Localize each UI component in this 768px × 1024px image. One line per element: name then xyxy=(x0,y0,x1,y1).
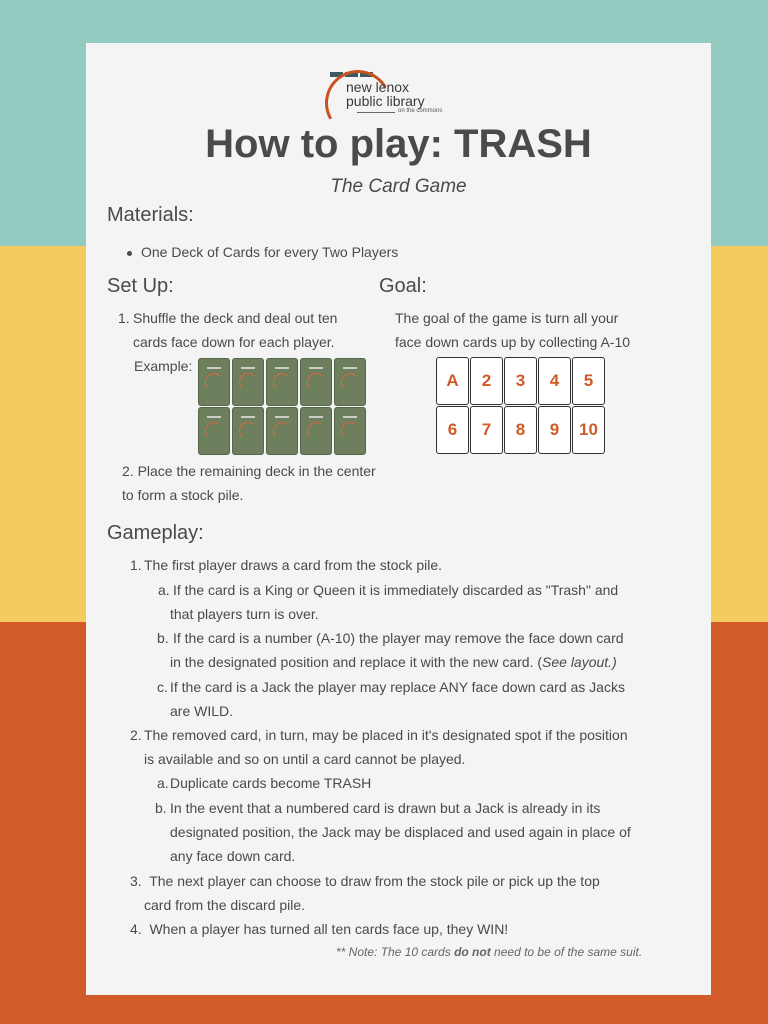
gameplay-step-1c-line-1: If the card is a Jack the player may replace ANY face down card as Jacks xyxy=(170,679,625,695)
gameplay-step-4: 4. When a player has turned all ten cards face up, they WIN! xyxy=(130,921,509,937)
page-title: How to play: TRASH xyxy=(205,122,592,166)
gameplay-substep-letter: b. xyxy=(155,800,167,816)
gameplay-step-2a: Duplicate cards become TRASH xyxy=(170,775,372,791)
logo-line-2: public library xyxy=(346,93,425,109)
face-up-card: 7 xyxy=(470,406,503,454)
face-up-card: A xyxy=(436,357,469,405)
gameplay-step-1b-line-2 xyxy=(170,650,617,674)
gameplay-step-2-line-2: is available and so on until a card cannot be played. xyxy=(144,751,466,767)
face-up-card: 5 xyxy=(572,357,605,405)
setup-step-2-line-1: 2. Place the remaining deck in the center xyxy=(122,463,376,479)
example-label: Example: xyxy=(134,358,193,374)
face-up-card: 9 xyxy=(538,406,571,454)
bullet-icon xyxy=(127,251,132,256)
gameplay-step-2b-line-3: any face down card. xyxy=(170,848,296,864)
face-down-card xyxy=(266,407,298,455)
face-down-card xyxy=(334,358,366,406)
gameplay-step-1: The first player draws a card from the stock pile. xyxy=(144,557,442,573)
face-down-card xyxy=(266,358,298,406)
face-up-card: 3 xyxy=(504,357,537,405)
logo-rule xyxy=(357,112,395,113)
materials-heading: Materials: xyxy=(107,204,194,226)
face-down-card xyxy=(300,407,332,455)
gameplay-substep-letter: a. xyxy=(157,775,169,791)
logo-line-3: on the commons xyxy=(398,108,443,114)
note-text: ** Note: The 10 cards xyxy=(336,945,455,959)
gameplay-step-3-line-1: 3. The next player can choose to draw from the stock pile or pick up the top xyxy=(130,873,600,889)
gameplay-step-2-line-1: The removed card, in turn, may be placed in it's designated spot if the position xyxy=(144,727,628,743)
face-down-card xyxy=(198,358,230,406)
page-subtitle: The Card Game xyxy=(330,176,467,197)
face-up-card: 8 xyxy=(504,406,537,454)
gameplay-substep-letter: a. xyxy=(158,582,170,598)
gameplay-step-3-line-2: card from the discard pile. xyxy=(144,897,306,913)
face-up-card: 10 xyxy=(572,406,605,454)
face-up-card: 6 xyxy=(436,406,469,454)
goal-line-1: The goal of the game is turn all your xyxy=(395,310,619,326)
gameplay-substep-letter: c. xyxy=(157,679,168,695)
see-layout-reference: See layout.) xyxy=(542,654,617,670)
suit-note xyxy=(336,945,642,959)
gameplay-step-number: 1. xyxy=(130,557,142,573)
goal-line-2: face down cards up by collecting A-10 xyxy=(395,334,631,350)
setup-heading: Set Up: xyxy=(107,275,174,297)
gameplay-step-1b-line-1: If the card is a number (A-10) the player may remove the face down card xyxy=(173,630,624,646)
note-emphasis: do not xyxy=(454,945,491,959)
gameplay-heading: Gameplay: xyxy=(107,522,204,544)
gameplay-step-1a-line-1: If the card is a King or Queen it is immediately discarded as "Trash" and xyxy=(173,582,619,598)
gameplay-step-2b-line-2: designated position, the Jack may be displaced and used again in place of xyxy=(170,824,631,840)
logo-line-1: new lenox xyxy=(346,79,410,95)
gameplay-step-1b-text: in the designated position and replace it with the new card. ( xyxy=(170,654,543,670)
face-up-card: 2 xyxy=(470,357,503,405)
face-up-card: 4 xyxy=(538,357,571,405)
setup-step-1-number: 1. xyxy=(118,310,130,326)
gameplay-step-number: 2. xyxy=(130,727,142,743)
gameplay-step-1a-line-2: that players turn is over. xyxy=(170,606,319,622)
setup-step-1-line-2: cards face down for each player. xyxy=(133,334,335,350)
gameplay-substep-letter: b. xyxy=(157,630,169,646)
materials-item: One Deck of Cards for every Two Players xyxy=(141,244,399,260)
setup-step-1-line-1: Shuffle the deck and deal out ten xyxy=(133,310,338,326)
face-down-card xyxy=(232,358,264,406)
face-down-card xyxy=(198,407,230,455)
face-down-card xyxy=(334,407,366,455)
goal-heading: Goal: xyxy=(379,275,427,297)
face-down-card xyxy=(232,407,264,455)
gameplay-step-2b-line-1: In the event that a numbered card is drawn but a Jack is already in its xyxy=(170,800,601,816)
setup-step-2-line-2: to form a stock pile. xyxy=(122,487,244,503)
note-text-end: need to be of the same suit. xyxy=(490,945,643,959)
gameplay-step-1c-line-2: are WILD. xyxy=(170,703,234,719)
face-down-card xyxy=(300,358,332,406)
